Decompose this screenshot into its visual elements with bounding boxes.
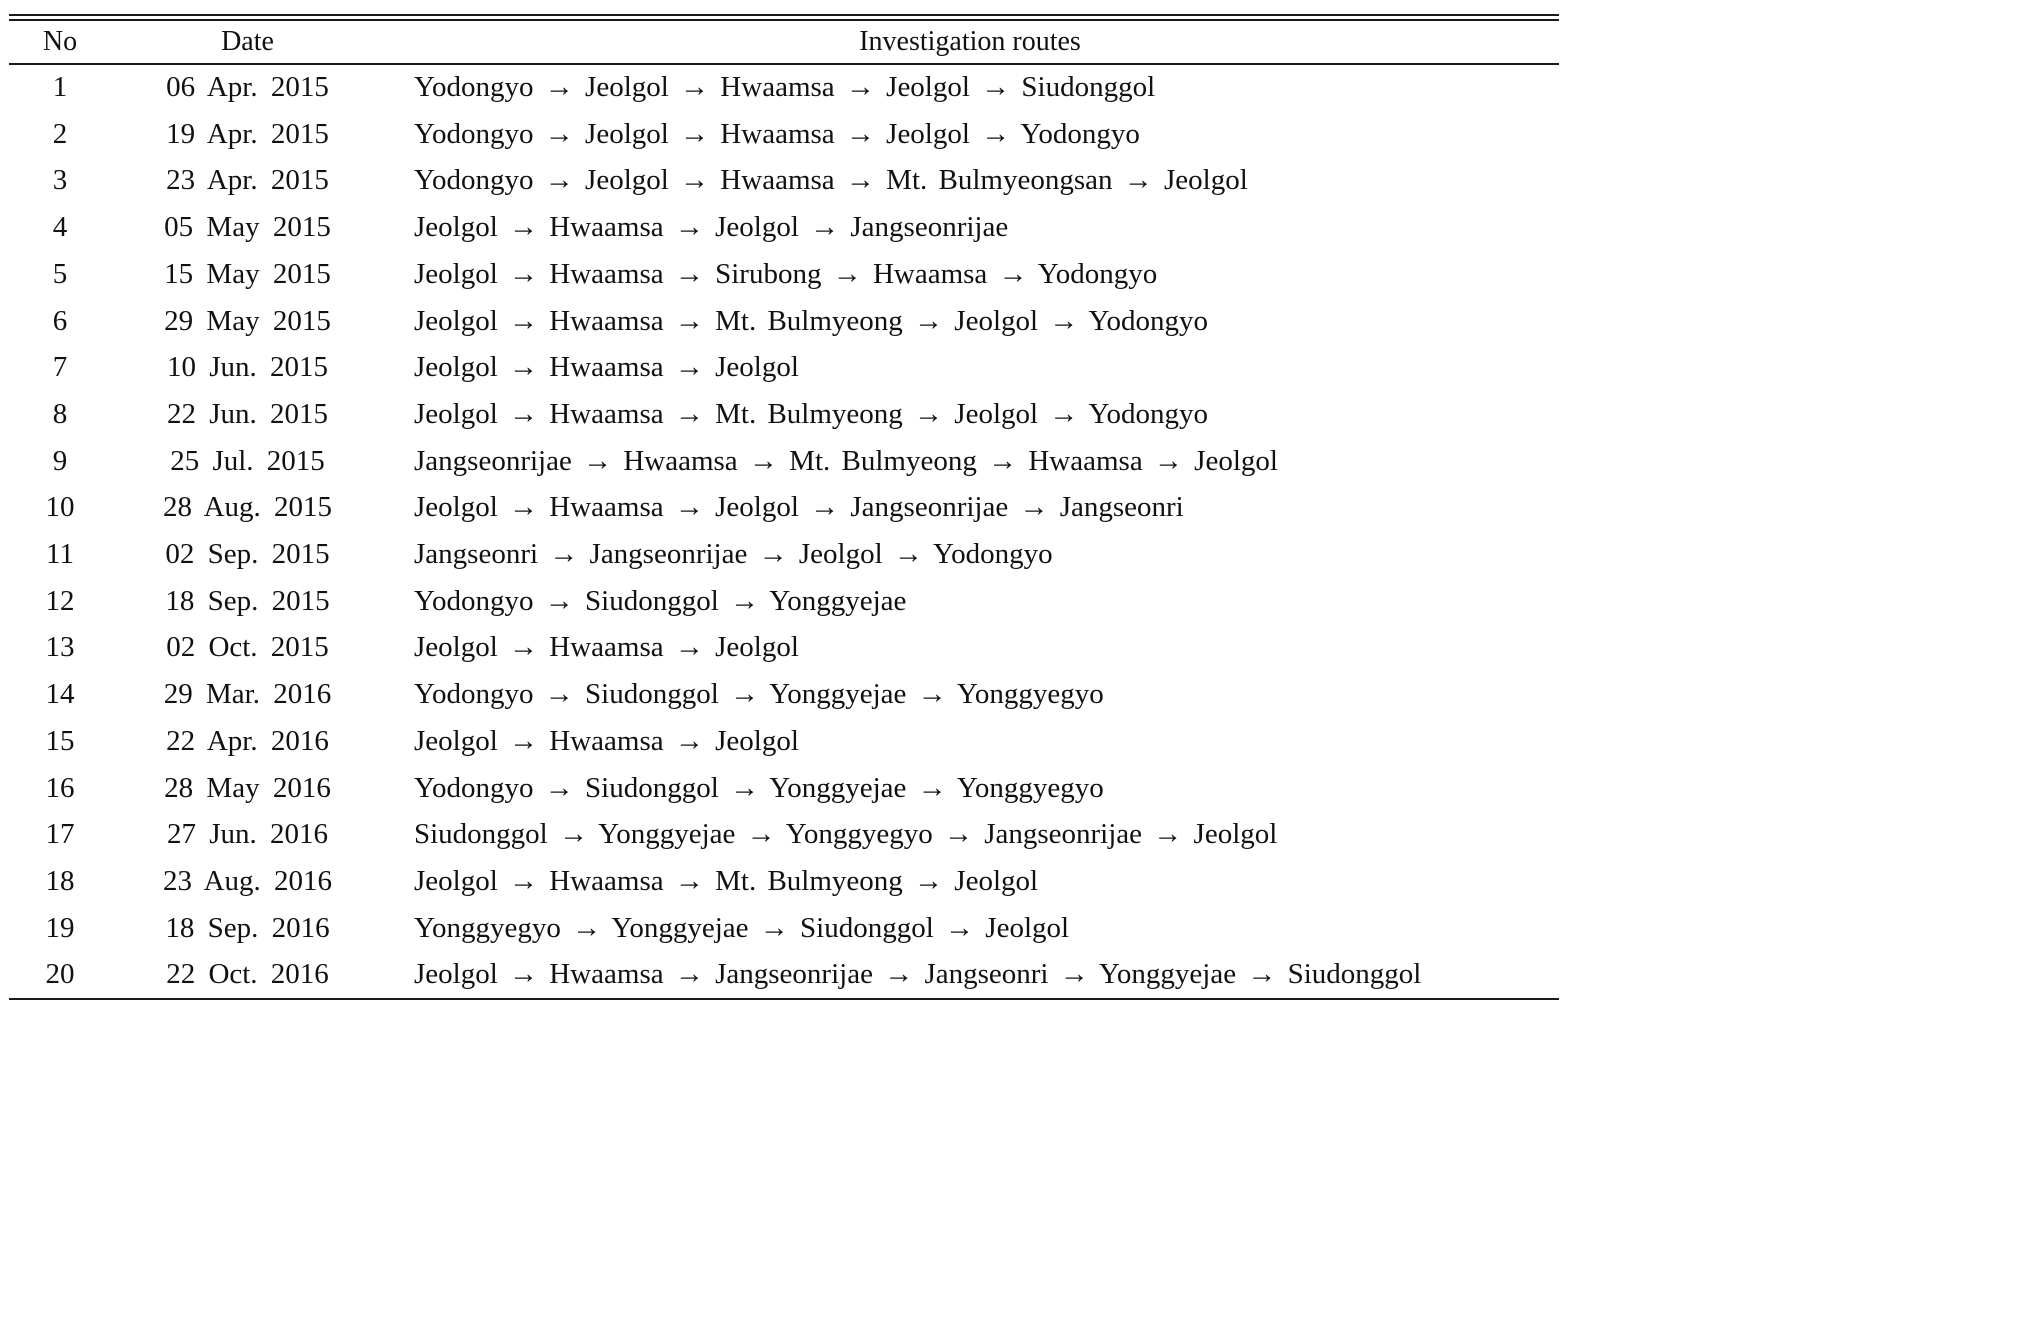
cell-no: 2 (52, 117, 68, 150)
table-row (0, 251, 1568, 298)
cell-route: Jeolgol → Hwaamsa → Jeolgol (414, 351, 799, 384)
header-date: Date (221, 26, 274, 57)
cell-no: 20 (45, 958, 75, 991)
table-row (0, 624, 1568, 671)
cell-no: 3 (52, 164, 68, 197)
cell-no: 1 (52, 71, 68, 103)
cell-route: Yodongyo → Siudonggol → Yonggyejae (414, 584, 907, 617)
table-row (0, 905, 1568, 952)
table-row (0, 344, 1568, 391)
cell-route: Jeolgol → Hwaamsa → Mt. Bulmyeong → Jeolgol (414, 864, 1039, 897)
cell-date: 02 Sep. 2015 (165, 538, 330, 570)
cell-date: 10 Jun. 2015 (166, 351, 329, 384)
cell-date: 28 Aug. 2015 (162, 491, 333, 524)
cell-route: Jeolgol → Hwaamsa → Jangseonrijae → Jangseonri → Yonggyejae → Siudonggol (414, 958, 1422, 991)
cell-route: Jangseonri → Jangseonrijae → Jeolgol → Yodongyo (414, 538, 1053, 570)
cell-route: Jeolgol → Hwaamsa → Sirubong → Hwaamsa → Yodongyo (414, 257, 1158, 290)
cell-date: 22 Oct. 2016 (166, 958, 329, 991)
cell-route: Jeolgol → Hwaamsa → Jeolgol (414, 724, 799, 757)
cell-date: 25 Jul. 2015 (170, 444, 325, 477)
cell-date: 23 Aug. 2016 (162, 864, 333, 897)
cell-no: 14 (45, 678, 75, 711)
cell-no: 10 (45, 491, 75, 524)
cell-date: 27 Jun. 2016 (166, 818, 329, 851)
cell-date: 29 Mar. 2016 (163, 678, 332, 711)
cell-date: 28 May 2016 (164, 771, 331, 804)
cell-no: 18 (45, 864, 75, 897)
cell-date: 05 May 2015 (164, 211, 331, 244)
cell-route: Yonggyegyo → Yonggyejae → Siudonggol → Jeolgol (414, 911, 1070, 944)
cell-date: 15 May 2015 (164, 257, 331, 290)
cell-route: Jeolgol → Hwaamsa → Mt. Bulmyeong → Jeolgol → Yodongyo (414, 304, 1209, 337)
cell-no: 12 (45, 584, 75, 617)
cell-no: 19 (45, 911, 75, 944)
cell-route: Yodongyo → Siudonggol → Yonggyejae → Yonggyegyo (414, 678, 1104, 711)
cell-no: 9 (52, 444, 68, 477)
cell-date: 23 Apr. 2015 (166, 164, 329, 197)
table-row (0, 64, 1568, 111)
cell-no: 8 (52, 397, 68, 430)
table-top-rule-second (9, 19, 1559, 21)
table-row (0, 531, 1568, 578)
table-header-row (0, 22, 1568, 62)
cell-no: 11 (46, 538, 74, 570)
cell-date: 22 Apr. 2016 (166, 724, 329, 757)
table-row (0, 765, 1568, 812)
cell-date: 18 Sep. 2015 (165, 584, 330, 617)
cell-no: 17 (45, 818, 75, 851)
cell-route: Yodongyo → Jeolgol → Hwaamsa → Mt. Bulmyeongsan → Jeolgol (414, 164, 1248, 197)
table-row (0, 111, 1568, 158)
cell-no: 16 (45, 771, 75, 804)
cell-date: 06 Apr. 2015 (166, 71, 329, 103)
table-row (0, 671, 1568, 718)
table-row (0, 298, 1568, 345)
cell-date: 18 Sep. 2016 (165, 911, 330, 944)
table-row (0, 858, 1568, 905)
table-row (0, 484, 1568, 531)
table-row (0, 157, 1568, 204)
cell-route: Yodongyo → Jeolgol → Hwaamsa → Jeolgol → Yodongyo (414, 117, 1140, 150)
table-row (0, 578, 1568, 625)
cell-route: Yodongyo → Jeolgol → Hwaamsa → Jeolgol → Siudonggol (414, 71, 1156, 103)
cell-route: Siudonggol → Yonggyejae → Yonggyegyo → Jangseonrijae → Jeolgol (414, 818, 1278, 851)
cell-no: 13 (45, 631, 75, 664)
cell-no: 7 (52, 351, 68, 384)
cell-route: Jeolgol → Hwaamsa → Jeolgol → Jangseonrijae → Jangseonri (414, 491, 1184, 524)
header-no: No (42, 26, 78, 57)
cell-no: 4 (52, 211, 68, 244)
table-bottom-rule (9, 998, 1559, 1000)
cell-route: Jeolgol → Hwaamsa → Jeolgol → Jangseonrijae (414, 211, 1009, 244)
table-row (0, 204, 1568, 251)
cell-route: Yodongyo → Siudonggol → Yonggyejae → Yonggyegyo (414, 771, 1104, 804)
cell-date: 22 Jun. 2015 (166, 397, 329, 430)
cell-no: 6 (52, 304, 68, 337)
cell-no: 5 (52, 257, 68, 290)
table-row (0, 718, 1568, 765)
table-row (0, 391, 1568, 438)
header-investigation-routes: Investigation routes (859, 26, 1081, 57)
table-row (0, 811, 1568, 858)
cell-route: Jangseonrijae → Hwaamsa → Mt. Bulmyeong → Hwaamsa → Jeolgol (414, 444, 1278, 477)
cell-date: 02 Oct. 2015 (166, 631, 329, 664)
table-row (0, 951, 1568, 998)
cell-route: Jeolgol → Hwaamsa → Jeolgol (414, 631, 799, 664)
table-top-rule (9, 14, 1559, 16)
cell-route: Jeolgol → Hwaamsa → Mt. Bulmyeong → Jeolgol → Yodongyo (414, 397, 1209, 430)
cell-date: 19 Apr. 2015 (166, 117, 329, 150)
table-row (0, 438, 1568, 485)
cell-no: 15 (45, 724, 75, 757)
cell-date: 29 May 2015 (164, 304, 331, 337)
